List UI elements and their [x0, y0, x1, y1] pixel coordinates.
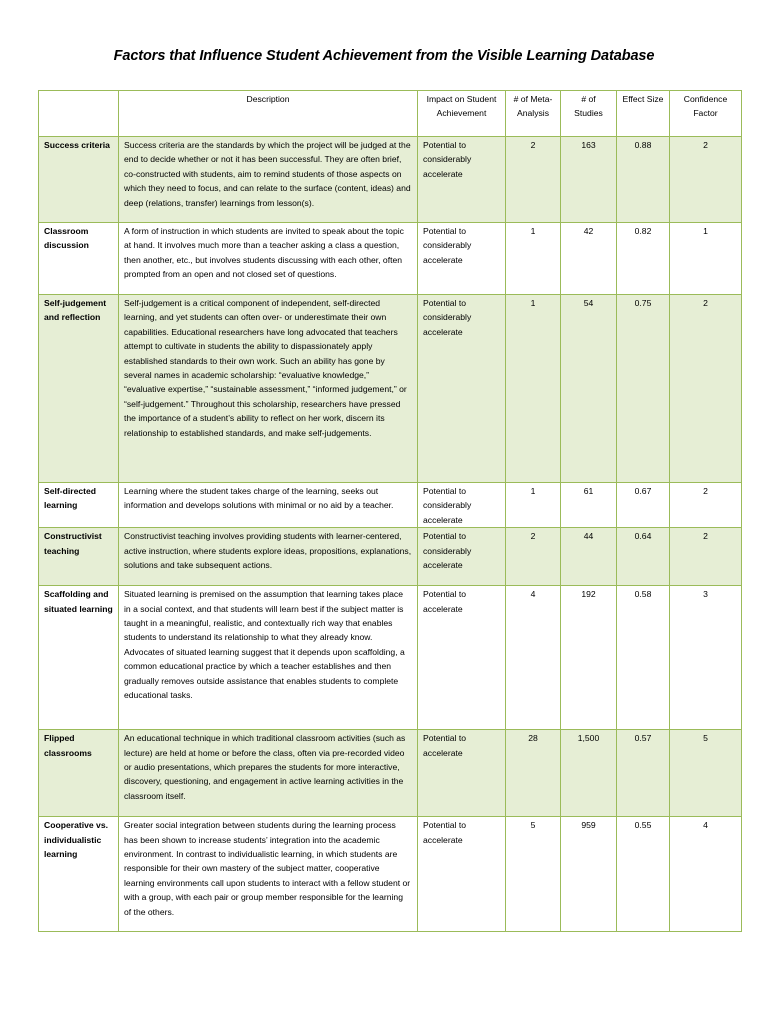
impact-cell: Potential to considerably accelerate [418, 137, 506, 223]
effect-size-cell: 0.88 [617, 137, 670, 223]
effect-size-cell: 0.55 [617, 817, 670, 932]
meta-analysis-cell: 2 [506, 528, 561, 586]
confidence-cell: 1 [670, 223, 742, 295]
impact-cell: Potential to considerably accelerate [418, 223, 506, 295]
effect-size-cell: 0.58 [617, 586, 670, 730]
factor-cell: Cooperative vs. individualistic learning [39, 817, 119, 932]
meta-analysis-cell: 28 [506, 730, 561, 817]
confidence-cell: 5 [670, 730, 742, 817]
factor-cell: Self-directed learning [39, 483, 119, 528]
studies-cell: 54 [561, 295, 617, 483]
table-row [39, 730, 742, 817]
impact-cell: Potential to accelerate [418, 586, 506, 730]
confidence-cell: 2 [670, 137, 742, 223]
description-cell: Greater social integration between students during the learning process has been shown to increase students’ integration into the academic environment. In contrast to individualistic learning, in which students are responsible for their own mastery of the subject matter, cooperative learning environments call upon students to interact with a fellow student or with a group, with each pair or group member responsible for the learning of the others. [119, 817, 418, 932]
table-row [39, 817, 742, 932]
effect-size-cell: 0.64 [617, 528, 670, 586]
description-cell: Self-judgement is a critical component of independent, self-directed learning, and yet students can often over- or underestimate their own capabilities. Educational researchers have long advocated that teachers attempt to cultivate in students the ability to dispassionately apply established standards to their own work. Such an ability has gone by several names in academic scholarship: “evaluative knowledge,” “evaluative expertise,” “sustainable assessment,” “informed judgement,” or “self-judgement.” Throughout this scholarship, researchers have pressed the importance of a student’s ability to reflect on her work, discern its relationship to established standards, and make self-judgements. [119, 295, 418, 483]
column-header-meta-analysis: # of Meta-Analysis [506, 91, 561, 137]
effect-size-cell: 0.67 [617, 483, 670, 528]
studies-cell: 1,500 [561, 730, 617, 817]
confidence-cell: 2 [670, 528, 742, 586]
description-cell: An educational technique in which traditional classroom activities (such as lecture) are held at home or before the class, often via pre-recorded video or audio presentations, which prepares the students for more interactive, discovery, questioning, and engagement in active learning activities in the classroom itself. [119, 730, 418, 817]
studies-cell: 163 [561, 137, 617, 223]
description-cell: Situated learning is premised on the assumption that learning takes place in a social context, and that students will learn best if the subject matter is taught in a meaningful, realistic, and contextually rich way that enables students to understand its relationship to what they already know. Advocates of situated learning suggest that it depends upon scaffolding, a common educational practice by which a teacher establishes and then gradually removes outside assistance that enables students to complete educational tasks. [119, 586, 418, 730]
meta-analysis-cell: 5 [506, 817, 561, 932]
column-header-effect-size: Effect Size [617, 91, 670, 137]
confidence-cell: 2 [670, 295, 742, 483]
meta-analysis-cell: 2 [506, 137, 561, 223]
column-header-impact: Impact on Student Achievement [418, 91, 506, 137]
impact-cell: Potential to considerably accelerate [418, 528, 506, 586]
studies-cell: 42 [561, 223, 617, 295]
factor-cell: Scaffolding and situated learning [39, 586, 119, 730]
table-row [39, 295, 742, 483]
meta-analysis-cell: 1 [506, 223, 561, 295]
table-row [39, 137, 742, 223]
impact-cell: Potential to considerably accelerate [418, 483, 506, 528]
table-row [39, 528, 742, 586]
factor-cell: Classroom discussion [39, 223, 119, 295]
studies-cell: 44 [561, 528, 617, 586]
factor-cell: Flipped classrooms [39, 730, 119, 817]
table-row [39, 223, 742, 295]
effect-size-cell: 0.75 [617, 295, 670, 483]
factors-table [38, 90, 742, 932]
column-header-studies: # of Studies [561, 91, 617, 137]
studies-cell: 61 [561, 483, 617, 528]
factor-cell: Success criteria [39, 137, 119, 223]
impact-cell: Potential to accelerate [418, 817, 506, 932]
description-cell: A form of instruction in which students are invited to speak about the topic at hand. It involves much more than a teacher asking a class a question, then another, etc., but involves students discussing with each other, often prompted from an open and not closed set of questions. [119, 223, 418, 295]
table-row [39, 586, 742, 730]
effect-size-cell: 0.57 [617, 730, 670, 817]
factor-cell: Self-judgement and reflection [39, 295, 119, 483]
column-header-description: Description [119, 91, 418, 137]
impact-cell: Potential to considerably accelerate [418, 295, 506, 483]
meta-analysis-cell: 1 [506, 295, 561, 483]
confidence-cell: 2 [670, 483, 742, 528]
meta-analysis-cell: 4 [506, 586, 561, 730]
confidence-cell: 4 [670, 817, 742, 932]
description-cell: Constructivist teaching involves providing students with learner-centered, active instruction, where students explore ideas, propositions, explanations, solutions and take subsequent actions. [119, 528, 418, 586]
table-row [39, 483, 742, 528]
confidence-cell: 3 [670, 586, 742, 730]
meta-analysis-cell: 1 [506, 483, 561, 528]
studies-cell: 192 [561, 586, 617, 730]
description-cell: Learning where the student takes charge of the learning, seeks out information and develops solutions with minimal or no aid by a teacher. [119, 483, 418, 528]
description-cell: Success criteria are the standards by which the project will be judged at the end to decide whether or not it has been successful. They are often brief, co-constructed with students, aim to remind students of those aspects on which they need to focus, and can relate to the surface (content, ideas) and deep (relations, transfer) learnings from lesson(s). [119, 137, 418, 223]
impact-cell: Potential to accelerate [418, 730, 506, 817]
column-header-factor [39, 91, 119, 137]
effect-size-cell: 0.82 [617, 223, 670, 295]
studies-cell: 959 [561, 817, 617, 932]
column-header-confidence: Confidence Factor [670, 91, 742, 137]
factor-cell: Constructivist teaching [39, 528, 119, 586]
table-header-row [39, 91, 742, 137]
page-title: Factors that Influence Student Achievement from the Visible Learning Database [113, 48, 655, 64]
